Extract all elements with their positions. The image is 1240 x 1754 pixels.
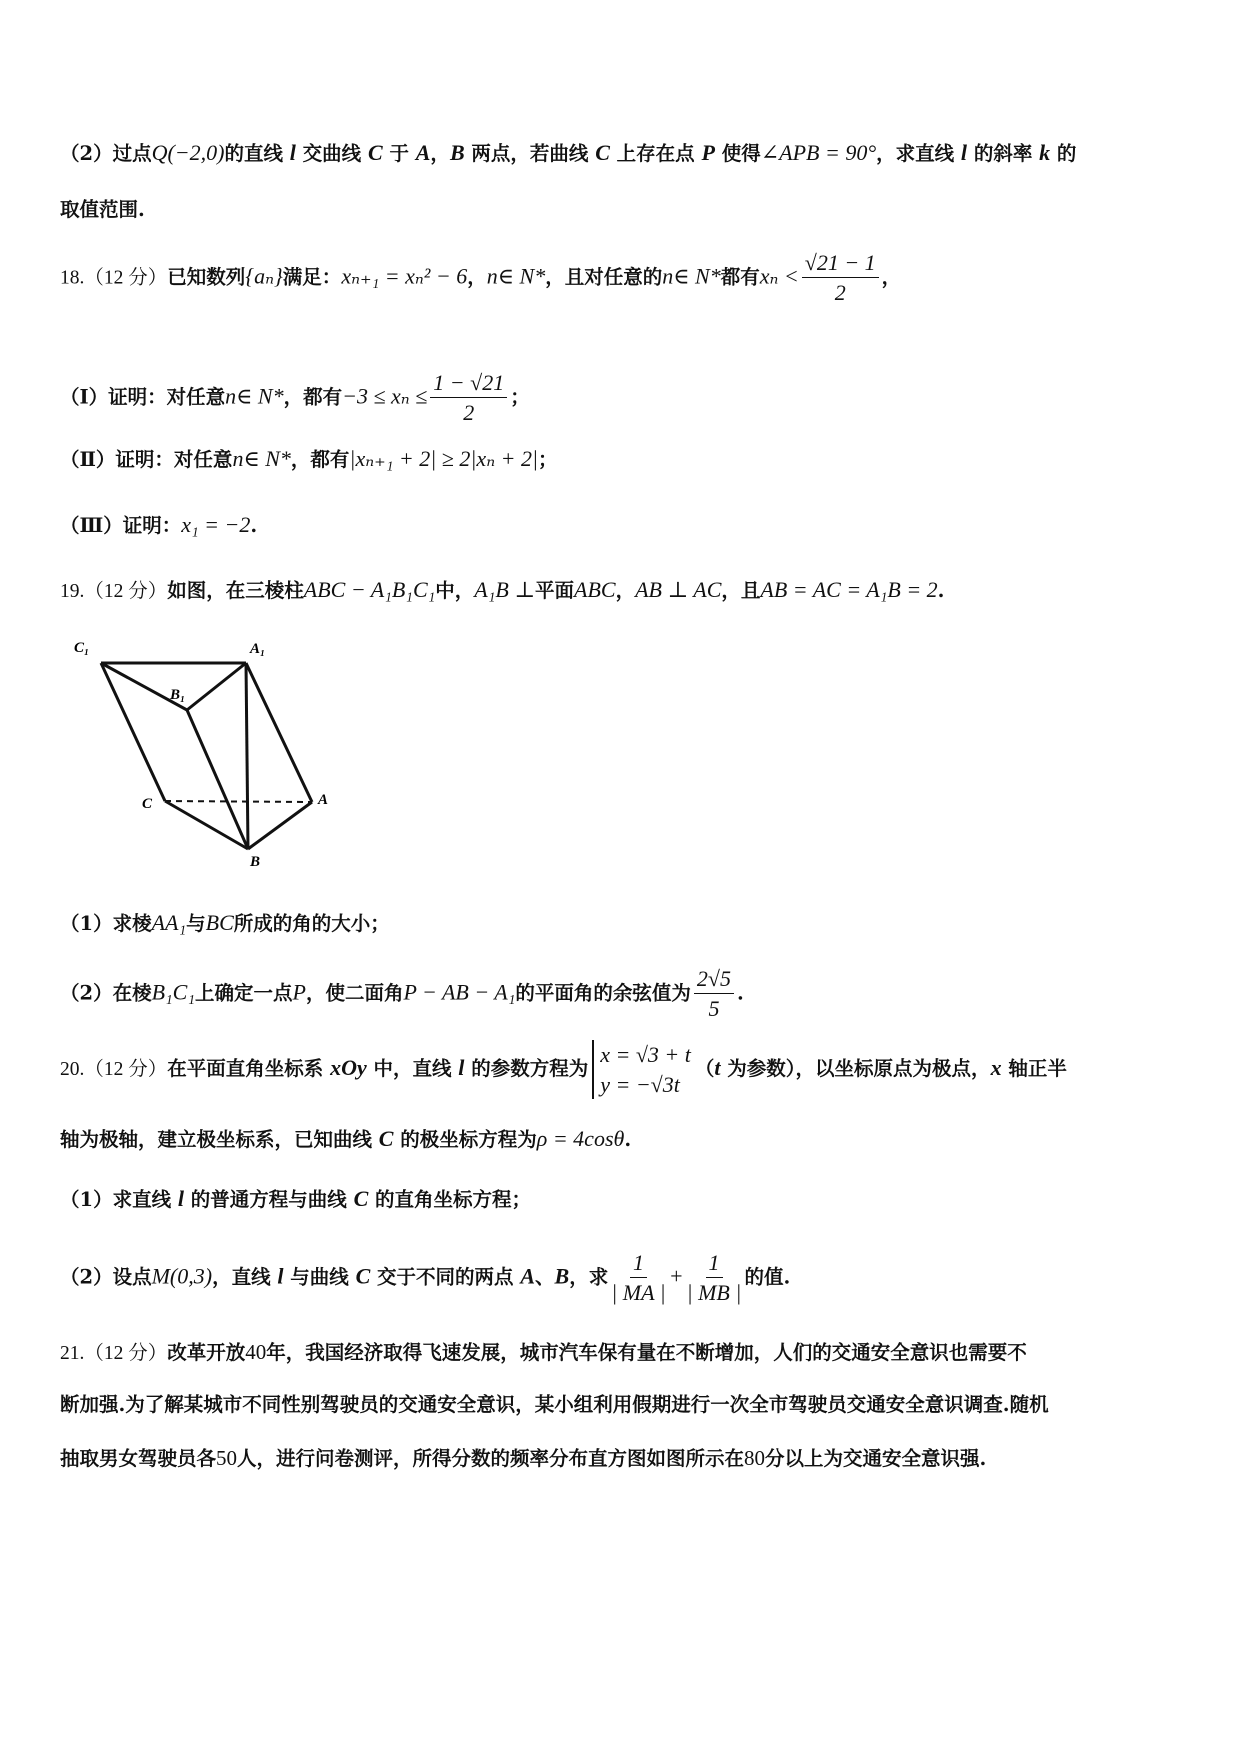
text: ，求 [569, 1265, 609, 1289]
text: （ [694, 1057, 715, 1081]
text: 都有 [720, 265, 760, 289]
text: （1）求棱 [60, 912, 152, 935]
fraction [430, 372, 507, 424]
point-p: P [292, 979, 306, 1005]
text: 分以上为交通安全意识强. [765, 1447, 987, 1470]
coord-system: xOy [330, 1055, 367, 1081]
edge-a1a [246, 663, 312, 802]
label-b1: B₁ [170, 687, 186, 703]
q17-part2-line1 [60, 142, 1076, 164]
polar-equation: ρ = 4cosθ [536, 1126, 625, 1151]
q18-part-iii [60, 514, 257, 536]
text: 与 [186, 912, 206, 935]
edge-b1b [187, 710, 248, 849]
condition: n∈ N* [225, 383, 284, 409]
text: 的直角坐标方程； [368, 1188, 532, 1211]
text: 交于不同的两点 [370, 1265, 521, 1289]
condition: n∈ N* [486, 263, 546, 289]
curve-c: C [353, 1186, 369, 1211]
condition: n∈ N* [232, 446, 291, 471]
text: ， [881, 265, 902, 289]
text: ，使二面角 [305, 981, 404, 1005]
edge-cb [165, 801, 248, 849]
line-l: l [458, 1055, 465, 1081]
text: 在平面直角坐标系 [167, 1057, 331, 1081]
edge-b1a1 [187, 663, 246, 710]
point-q: Q(−2,0) [151, 140, 225, 165]
fraction-mb [687, 1252, 742, 1304]
point-a: A [520, 1263, 536, 1289]
question-number: 20.（12 分） [60, 1059, 168, 1081]
text: 的 [1050, 142, 1077, 165]
text: 中， [435, 579, 475, 602]
line-l: l [177, 1186, 184, 1211]
text: （1）求直线 [60, 1188, 178, 1211]
sequence-a: {aₙ} [245, 263, 283, 289]
text: 所成的角的大小； [233, 912, 390, 935]
numerator: √21 − 1 [802, 252, 879, 278]
q19-stem [60, 579, 944, 602]
line-l: l [289, 140, 296, 165]
text: . [937, 579, 945, 602]
curve-c: C [378, 1126, 394, 1151]
fraction [694, 968, 734, 1020]
equation: x₁ = −2 [181, 512, 251, 537]
dihedral-angle: P − AB − A₁ [403, 979, 516, 1005]
plane: ABC [574, 577, 616, 602]
plus-sign: + [668, 1263, 684, 1289]
text: 抽取男女驾驶员各 [60, 1447, 217, 1470]
param-eq-x: x = √3 + t [600, 1042, 691, 1067]
text: （Ⅰ）证明：对任意 [60, 385, 226, 409]
perpendicular: AB ⊥ AC [635, 577, 722, 602]
question-number: 19.（12 分） [60, 581, 168, 602]
text: 的值. [744, 1265, 791, 1289]
label-c: C [142, 796, 153, 812]
edge-ba [248, 802, 312, 849]
q18-part-i [60, 372, 530, 424]
text: 中，直线 [366, 1057, 459, 1081]
parametric-system [592, 1040, 691, 1099]
question-number: 18.（12 分） [60, 267, 168, 289]
denominator: 5 [708, 996, 720, 1021]
q20-stem-line1 [60, 1040, 1067, 1099]
point-b: B [449, 140, 465, 165]
text: 于 [382, 142, 416, 165]
number: 50 [216, 1446, 238, 1470]
label-a1: A₁ [250, 641, 266, 657]
point-p: P [701, 140, 715, 165]
q17-part2-line2: 取值范围. [60, 198, 145, 221]
label-c1: C₁ [74, 640, 90, 656]
text: 上确定一点 [195, 981, 293, 1005]
q21-line1 [60, 1342, 1027, 1364]
text: . [250, 514, 258, 537]
label-b: B [250, 854, 261, 868]
number: 40 [245, 1340, 267, 1364]
point-b: B [554, 1263, 570, 1289]
point-a: A [415, 140, 431, 165]
text: ； [510, 385, 530, 409]
denominator: | MB | [686, 1280, 742, 1305]
text: ； [538, 448, 558, 471]
text: 两点，若曲线 [464, 142, 596, 165]
text: 人，进行问卷测评，所得分数的频率分布直方图如图所示在 [237, 1447, 745, 1470]
edge-bc: BC [205, 910, 234, 935]
text: ，直线 [212, 1265, 278, 1289]
text: 上存在点 [609, 142, 702, 165]
inequality: −3 ≤ xₙ ≤ [342, 383, 428, 409]
inequality: |xₙ₊₁ + 2| ≥ 2|xₙ + 2| [349, 446, 539, 471]
numerator: 2√5 [694, 968, 734, 994]
text: 轴正半 [1001, 1057, 1067, 1081]
prism: ABC − A₁B₁C₁ [303, 577, 436, 602]
label-a: A [318, 792, 329, 808]
q21-line3 [60, 1448, 986, 1469]
q20-part2 [60, 1252, 790, 1304]
text: （2）设点 [60, 1265, 152, 1289]
prism-figure [60, 628, 350, 868]
text: . [736, 981, 744, 1005]
text: ， [430, 142, 450, 165]
text: ，都有 [290, 448, 350, 471]
text: 交曲线 [295, 142, 368, 165]
q21-line2: 断加强.为了解某城市不同性别驾驶员的交通安全意识，某小组利用假期进行一次全市驾驶员交通安全意识调查.随机 [60, 1393, 1049, 1416]
text: 改革开放 [167, 1341, 246, 1364]
text: 与曲线 [283, 1265, 356, 1289]
axis-x: x [990, 1055, 1002, 1081]
text: 轴为极轴，建立极坐标系，已知曲线 [60, 1128, 379, 1151]
edge-ca-hidden [165, 801, 312, 802]
text: 、 [535, 1265, 555, 1289]
point-m: M(0,3) [151, 1263, 213, 1289]
text: （2）在棱 [60, 981, 152, 1005]
q18-part-ii [60, 448, 558, 470]
recurrence: xₙ₊₁ = xₙ² − 6 [341, 263, 468, 289]
param-t: t [714, 1055, 721, 1081]
numerator: 1 − √21 [430, 372, 507, 398]
text: 为参数），以坐标原点为极点， [720, 1057, 991, 1081]
text: 使得 [714, 142, 761, 165]
line-l: l [277, 1263, 284, 1289]
text: 的斜率 [967, 142, 1040, 165]
equation: AB = AC = A₁B = 2 [760, 577, 938, 602]
q20-part1 [60, 1188, 531, 1210]
curve-c: C [595, 140, 610, 165]
line-l: l [960, 140, 968, 165]
q19-part2 [60, 968, 744, 1020]
numerator: 1 [630, 1252, 647, 1278]
text: 的直线 [224, 142, 290, 165]
text: 的普通方程与曲线 [183, 1188, 354, 1211]
text: 满足： [282, 265, 342, 289]
q18-stem [60, 252, 901, 304]
text: ，且对任意的 [545, 265, 663, 289]
angle-apb: ∠APB = 90° [760, 140, 877, 165]
text: （Ⅲ）证明： [60, 514, 182, 537]
edge-a1b [246, 663, 248, 849]
curve-c: C [367, 140, 383, 165]
text: 平面 [535, 579, 575, 602]
text: 如图，在三棱柱 [167, 579, 304, 602]
edge-b1c1: B₁C₁ [151, 979, 195, 1005]
denominator: 2 [834, 280, 846, 305]
fraction [802, 252, 879, 304]
text: （Ⅱ）证明：对任意 [60, 448, 233, 471]
denominator: | MA | [611, 1280, 666, 1305]
denominator: 2 [463, 400, 475, 425]
slope-k: k [1039, 140, 1051, 165]
edge-c1c [101, 663, 165, 801]
text: . [624, 1128, 632, 1151]
question-number: 21.（12 分） [60, 1343, 168, 1364]
text: ， [615, 579, 636, 602]
text: 已知数列 [167, 265, 246, 289]
text: 的平面角的余弦值为 [515, 981, 691, 1005]
numerator: 1 [706, 1252, 723, 1278]
text: ，求直线 [876, 142, 961, 165]
text: 的参数方程为 [464, 1057, 589, 1081]
text: 的极坐标方程为 [393, 1128, 537, 1151]
inequality: xₙ < [759, 263, 799, 289]
fraction-ma [611, 1252, 665, 1304]
edge-aa1: AA₁ [151, 910, 187, 935]
q17-part2-prefix: （2）过点 [60, 142, 152, 165]
perpendicular: A₁B ⊥ [474, 577, 536, 602]
condition: n∈ N* [662, 263, 721, 289]
text: ，都有 [283, 385, 343, 409]
text: ， [467, 265, 487, 289]
curve-c: C [355, 1263, 371, 1289]
text: 年，我国经济取得飞速发展，城市汽车保有量在不断增加，人们的交通安全意识也需要不 [266, 1341, 1027, 1364]
text: ，且 [721, 579, 761, 602]
q20-stem-line2 [60, 1128, 631, 1150]
param-eq-y: y = −√3t [600, 1071, 680, 1097]
number: 80 [744, 1446, 766, 1470]
q19-part1 [60, 912, 390, 934]
